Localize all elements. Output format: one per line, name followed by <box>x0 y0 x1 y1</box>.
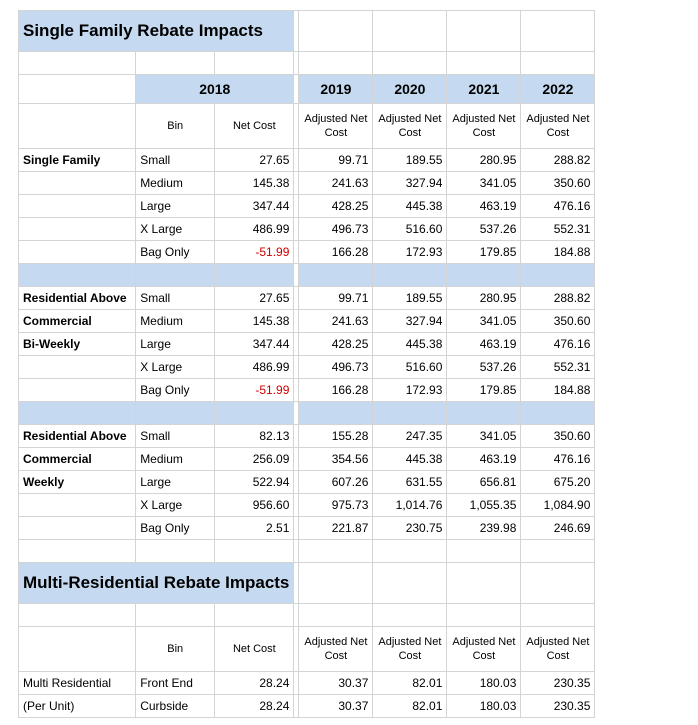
bin-cell[interactable]: Small <box>136 149 215 172</box>
empty-cell[interactable] <box>447 604 521 627</box>
bin-cell[interactable]: Medium <box>136 172 215 195</box>
net-cost-cell[interactable]: 347.44 <box>215 333 294 356</box>
empty-cell[interactable] <box>136 264 215 287</box>
table-row <box>19 11 595 52</box>
net-cost-cell[interactable]: 486.99 <box>215 218 294 241</box>
rebate-impacts-table <box>18 10 595 718</box>
adjusted-net-cost-cell[interactable]: 445.38 <box>373 195 447 218</box>
adjusted-net-cost-cell[interactable]: 552.31 <box>521 356 595 379</box>
net-cost-cell[interactable]: -51.99 <box>215 241 294 264</box>
empty-cell[interactable] <box>447 11 521 52</box>
net-cost-cell[interactable]: -51.99 <box>215 379 294 402</box>
empty-cell[interactable] <box>521 604 595 627</box>
bin-cell[interactable]: Large <box>136 471 215 494</box>
empty-cell[interactable] <box>136 402 215 425</box>
adjusted-net-cost-cell[interactable]: 463.19 <box>447 195 521 218</box>
adjusted-net-cost-cell[interactable]: 230.75 <box>373 517 447 540</box>
adjusted-net-cost-cell[interactable]: 496.73 <box>299 356 373 379</box>
year-header[interactable]: 2020 <box>373 75 447 104</box>
section-title-multi-residential[interactable]: Multi-Residential Rebate Impacts <box>19 563 294 604</box>
net-cost-cell[interactable]: 347.44 <box>215 195 294 218</box>
bin-cell[interactable]: Bag Only <box>136 379 215 402</box>
group-label[interactable]: Residential Above <box>19 287 136 310</box>
adjusted-net-cost-cell[interactable]: 445.38 <box>373 448 447 471</box>
empty-cell[interactable] <box>299 604 373 627</box>
bin-cell[interactable]: Bag Only <box>136 241 215 264</box>
section-title-single-family[interactable]: Single Family Rebate Impacts <box>19 11 294 52</box>
adjusted-net-cost-header[interactable]: Adjusted Net Cost <box>521 104 595 149</box>
group-label[interactable]: Single Family <box>19 149 136 172</box>
empty-cell[interactable] <box>136 604 215 627</box>
net-cost-cell[interactable]: 145.38 <box>215 172 294 195</box>
group-label[interactable]: Residential Above <box>19 425 136 448</box>
adjusted-net-cost-cell[interactable]: 280.95 <box>447 149 521 172</box>
table-row <box>19 402 595 425</box>
adjusted-net-cost-cell[interactable]: 675.20 <box>521 471 595 494</box>
table-row <box>19 379 595 402</box>
net-cost-cell[interactable]: 522.94 <box>215 471 294 494</box>
adjusted-net-cost-cell[interactable]: 155.28 <box>299 425 373 448</box>
adjusted-net-cost-cell[interactable]: 288.82 <box>521 149 595 172</box>
bin-cell[interactable]: Small <box>136 287 215 310</box>
empty-cell[interactable] <box>136 540 215 563</box>
adjusted-net-cost-cell[interactable]: 354.56 <box>299 448 373 471</box>
adjusted-net-cost-cell[interactable]: 341.05 <box>447 172 521 195</box>
adjusted-net-cost-cell[interactable]: 230.35 <box>521 672 595 695</box>
net-cost-cell[interactable]: 27.65 <box>215 287 294 310</box>
empty-cell[interactable] <box>19 75 136 104</box>
table-row <box>19 471 595 494</box>
adjusted-net-cost-cell[interactable]: 537.26 <box>447 218 521 241</box>
bin-cell[interactable]: Bag Only <box>136 517 215 540</box>
adjusted-net-cost-cell[interactable]: 82.01 <box>373 695 447 718</box>
adjusted-net-cost-cell[interactable]: 476.16 <box>521 448 595 471</box>
adjusted-net-cost-cell[interactable]: 656.81 <box>447 471 521 494</box>
table-row <box>19 218 595 241</box>
empty-cell[interactable] <box>19 52 136 75</box>
empty-cell[interactable] <box>373 563 447 604</box>
adjusted-net-cost-header[interactable]: Adjusted Net Cost <box>447 627 521 672</box>
net-cost-cell[interactable]: 28.24 <box>215 672 294 695</box>
year-header[interactable]: 2022 <box>521 75 595 104</box>
empty-cell[interactable] <box>299 540 373 563</box>
empty-cell[interactable] <box>447 540 521 563</box>
bin-cell[interactable]: Medium <box>136 310 215 333</box>
empty-cell[interactable] <box>521 563 595 604</box>
group-label[interactable] <box>19 517 136 540</box>
empty-cell[interactable] <box>136 52 215 75</box>
spreadsheet <box>18 10 595 718</box>
empty-cell[interactable] <box>299 402 373 425</box>
bin-cell[interactable]: X Large <box>136 356 215 379</box>
empty-cell[interactable] <box>215 52 294 75</box>
adjusted-net-cost-header[interactable]: Adjusted Net Cost <box>373 627 447 672</box>
adjusted-net-cost-cell[interactable]: 350.60 <box>521 425 595 448</box>
table-row <box>19 52 595 75</box>
adjusted-net-cost-cell[interactable]: 172.93 <box>373 241 447 264</box>
adjusted-net-cost-cell[interactable]: 350.60 <box>521 172 595 195</box>
adjusted-net-cost-cell[interactable]: 327.94 <box>373 172 447 195</box>
adjusted-net-cost-header[interactable]: Adjusted Net Cost <box>299 627 373 672</box>
empty-cell[interactable] <box>373 52 447 75</box>
table-row <box>19 333 595 356</box>
bin-header[interactable]: Bin <box>136 627 215 672</box>
adjusted-net-cost-header[interactable]: Adjusted Net Cost <box>521 627 595 672</box>
year-header[interactable]: 2021 <box>447 75 521 104</box>
empty-cell[interactable] <box>215 604 294 627</box>
adjusted-net-cost-cell[interactable]: 428.25 <box>299 333 373 356</box>
adjusted-net-cost-cell[interactable]: 428.25 <box>299 195 373 218</box>
adjusted-net-cost-cell[interactable]: 179.85 <box>447 241 521 264</box>
net-cost-header[interactable]: Net Cost <box>215 104 294 149</box>
adjusted-net-cost-cell[interactable]: 476.16 <box>521 195 595 218</box>
table-row <box>19 563 595 604</box>
adjusted-net-cost-cell[interactable]: 496.73 <box>299 218 373 241</box>
net-cost-cell[interactable]: 82.13 <box>215 425 294 448</box>
bin-cell[interactable]: Large <box>136 195 215 218</box>
empty-cell[interactable] <box>19 264 136 287</box>
adjusted-net-cost-cell[interactable]: 975.73 <box>299 494 373 517</box>
adjusted-net-cost-cell[interactable]: 166.28 <box>299 379 373 402</box>
empty-cell[interactable] <box>373 604 447 627</box>
table-row <box>19 75 595 104</box>
bin-cell[interactable]: X Large <box>136 218 215 241</box>
adjusted-net-cost-cell[interactable]: 288.82 <box>521 287 595 310</box>
table-row <box>19 310 595 333</box>
group-label[interactable]: Weekly <box>19 471 136 494</box>
adjusted-net-cost-cell[interactable]: 341.05 <box>447 310 521 333</box>
net-cost-cell[interactable]: 28.24 <box>215 695 294 718</box>
table-row <box>19 695 595 718</box>
empty-cell[interactable] <box>521 540 595 563</box>
net-cost-cell[interactable]: 145.38 <box>215 310 294 333</box>
adjusted-net-cost-cell[interactable]: 476.16 <box>521 333 595 356</box>
empty-cell[interactable] <box>521 264 595 287</box>
adjusted-net-cost-cell[interactable]: 82.01 <box>373 672 447 695</box>
empty-cell[interactable] <box>19 627 136 672</box>
empty-cell[interactable] <box>299 52 373 75</box>
table-row <box>19 604 595 627</box>
group-label[interactable] <box>19 356 136 379</box>
adjusted-net-cost-cell[interactable]: 189.55 <box>373 149 447 172</box>
empty-cell[interactable] <box>373 264 447 287</box>
empty-cell[interactable] <box>215 402 294 425</box>
adjusted-net-cost-cell[interactable]: 30.37 <box>299 672 373 695</box>
group-label[interactable]: Commercial <box>19 310 136 333</box>
bin-cell[interactable]: Small <box>136 425 215 448</box>
empty-cell[interactable] <box>299 11 373 52</box>
empty-cell[interactable] <box>447 563 521 604</box>
table-row <box>19 195 595 218</box>
group-label[interactable] <box>19 218 136 241</box>
group-label[interactable]: Commercial <box>19 448 136 471</box>
empty-cell[interactable] <box>19 540 136 563</box>
table-row <box>19 104 595 149</box>
empty-cell[interactable] <box>373 11 447 52</box>
adjusted-net-cost-cell[interactable]: 516.60 <box>373 356 447 379</box>
group-label[interactable] <box>19 241 136 264</box>
adjusted-net-cost-cell[interactable]: 180.03 <box>447 672 521 695</box>
net-cost-header[interactable]: Net Cost <box>215 627 294 672</box>
group-label[interactable]: (Per Unit) <box>19 695 136 718</box>
adjusted-net-cost-cell[interactable]: 179.85 <box>447 379 521 402</box>
adjusted-net-cost-cell[interactable]: 1,055.35 <box>447 494 521 517</box>
year-2018-header[interactable]: 2018 <box>136 75 294 104</box>
adjusted-net-cost-cell[interactable]: 99.71 <box>299 149 373 172</box>
empty-cell[interactable] <box>373 540 447 563</box>
group-label[interactable]: Multi Residential <box>19 672 136 695</box>
bin-cell[interactable]: Medium <box>136 448 215 471</box>
net-cost-cell[interactable]: 27.65 <box>215 149 294 172</box>
table-row <box>19 517 595 540</box>
bin-cell[interactable]: Front End <box>136 672 215 695</box>
empty-cell[interactable] <box>447 402 521 425</box>
table-row <box>19 494 595 517</box>
net-cost-cell[interactable]: 256.09 <box>215 448 294 471</box>
adjusted-net-cost-cell[interactable]: 99.71 <box>299 287 373 310</box>
group-label[interactable] <box>19 494 136 517</box>
table-row <box>19 264 595 287</box>
adjusted-net-cost-cell[interactable]: 607.26 <box>299 471 373 494</box>
adjusted-net-cost-cell[interactable]: 247.35 <box>373 425 447 448</box>
bin-header[interactable]: Bin <box>136 104 215 149</box>
group-label[interactable] <box>19 195 136 218</box>
table-row <box>19 627 595 672</box>
table-row <box>19 287 595 310</box>
adjusted-net-cost-cell[interactable]: 537.26 <box>447 356 521 379</box>
empty-cell[interactable] <box>299 563 373 604</box>
group-label[interactable]: Bi-Weekly <box>19 333 136 356</box>
group-label[interactable] <box>19 379 136 402</box>
bin-cell[interactable]: Large <box>136 333 215 356</box>
adjusted-net-cost-cell[interactable]: 463.19 <box>447 448 521 471</box>
net-cost-cell[interactable]: 956.60 <box>215 494 294 517</box>
adjusted-net-cost-cell[interactable]: 350.60 <box>521 310 595 333</box>
adjusted-net-cost-cell[interactable]: 221.87 <box>299 517 373 540</box>
adjusted-net-cost-cell[interactable]: 184.88 <box>521 241 595 264</box>
adjusted-net-cost-cell[interactable]: 1,084.90 <box>521 494 595 517</box>
table-row <box>19 540 595 563</box>
adjusted-net-cost-cell[interactable]: 189.55 <box>373 287 447 310</box>
empty-cell[interactable] <box>19 604 136 627</box>
adjusted-net-cost-cell[interactable]: 241.63 <box>299 310 373 333</box>
table-row <box>19 672 595 695</box>
adjusted-net-cost-cell[interactable]: 180.03 <box>447 695 521 718</box>
table-row <box>19 149 595 172</box>
adjusted-net-cost-header[interactable]: Adjusted Net Cost <box>447 104 521 149</box>
empty-cell[interactable] <box>447 52 521 75</box>
empty-cell[interactable] <box>19 402 136 425</box>
adjusted-net-cost-cell[interactable]: 230.35 <box>521 695 595 718</box>
table-row <box>19 241 595 264</box>
adjusted-net-cost-header[interactable]: Adjusted Net Cost <box>373 104 447 149</box>
adjusted-net-cost-cell[interactable]: 246.69 <box>521 517 595 540</box>
net-cost-cell[interactable]: 486.99 <box>215 356 294 379</box>
adjusted-net-cost-cell[interactable]: 241.63 <box>299 172 373 195</box>
adjusted-net-cost-cell[interactable]: 280.95 <box>447 287 521 310</box>
empty-cell[interactable] <box>521 52 595 75</box>
empty-cell[interactable] <box>447 264 521 287</box>
table-row <box>19 425 595 448</box>
table-row <box>19 448 595 471</box>
empty-cell[interactable] <box>521 402 595 425</box>
bin-cell[interactable]: Curbside <box>136 695 215 718</box>
table-row <box>19 356 595 379</box>
adjusted-net-cost-cell[interactable]: 184.88 <box>521 379 595 402</box>
adjusted-net-cost-cell[interactable]: 341.05 <box>447 425 521 448</box>
bin-cell[interactable]: X Large <box>136 494 215 517</box>
adjusted-net-cost-cell[interactable]: 1,014.76 <box>373 494 447 517</box>
empty-cell[interactable] <box>521 11 595 52</box>
adjusted-net-cost-cell[interactable]: 327.94 <box>373 310 447 333</box>
adjusted-net-cost-cell[interactable]: 166.28 <box>299 241 373 264</box>
adjusted-net-cost-cell[interactable]: 552.31 <box>521 218 595 241</box>
empty-cell[interactable] <box>215 540 294 563</box>
adjusted-net-cost-cell[interactable]: 30.37 <box>299 695 373 718</box>
adjusted-net-cost-header[interactable]: Adjusted Net Cost <box>299 104 373 149</box>
adjusted-net-cost-cell[interactable]: 516.60 <box>373 218 447 241</box>
year-header[interactable]: 2019 <box>299 75 373 104</box>
group-label[interactable] <box>19 172 136 195</box>
adjusted-net-cost-cell[interactable]: 445.38 <box>373 333 447 356</box>
adjusted-net-cost-cell[interactable]: 631.55 <box>373 471 447 494</box>
empty-cell[interactable] <box>19 104 136 149</box>
table-row <box>19 172 595 195</box>
empty-cell[interactable] <box>215 264 294 287</box>
net-cost-cell[interactable]: 2.51 <box>215 517 294 540</box>
adjusted-net-cost-cell[interactable]: 172.93 <box>373 379 447 402</box>
empty-cell[interactable] <box>299 264 373 287</box>
adjusted-net-cost-cell[interactable]: 463.19 <box>447 333 521 356</box>
empty-cell[interactable] <box>373 402 447 425</box>
adjusted-net-cost-cell[interactable]: 239.98 <box>447 517 521 540</box>
